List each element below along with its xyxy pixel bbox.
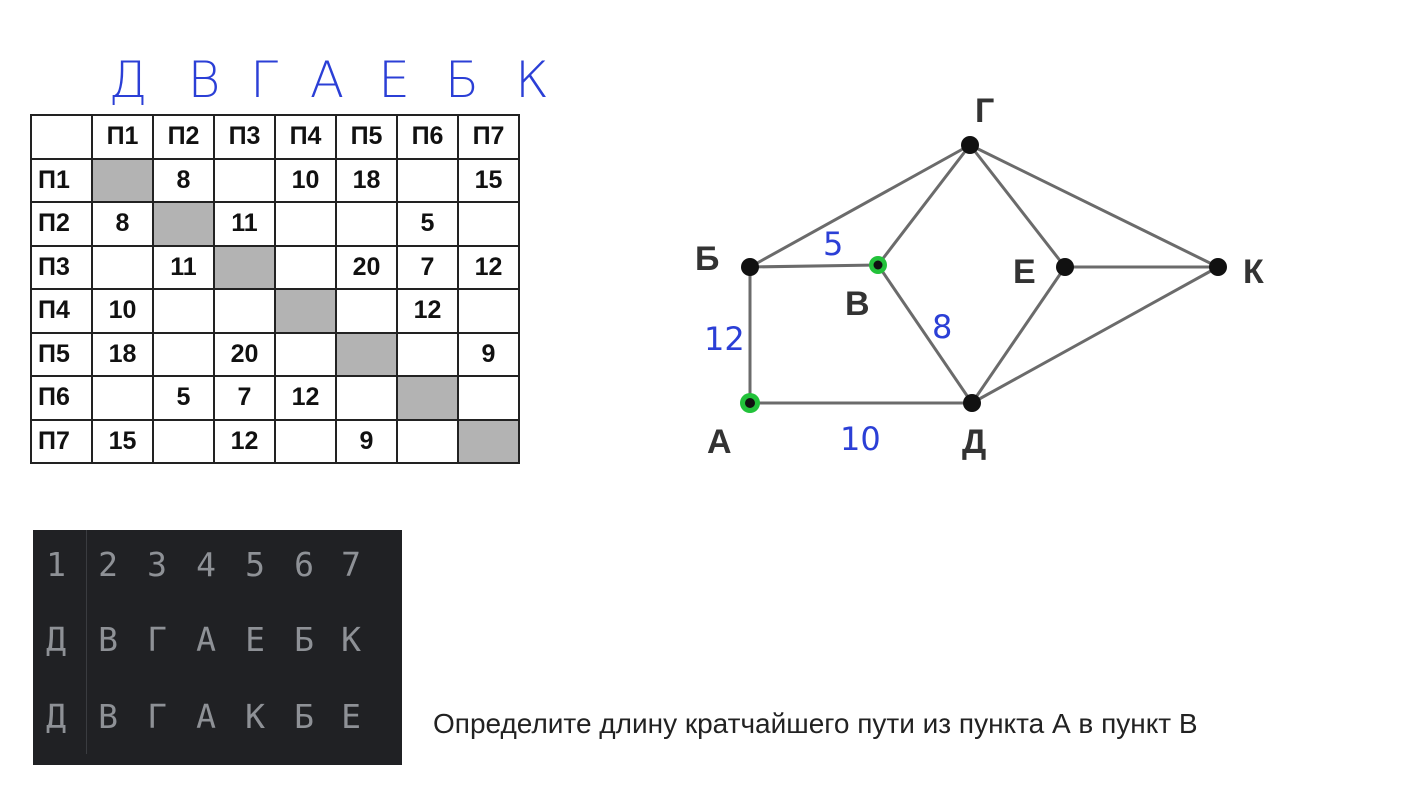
table-cell [153, 202, 214, 246]
table-cell: 8 [92, 202, 153, 246]
node-a [745, 398, 755, 408]
table-cell [397, 333, 458, 377]
table-cell: 15 [458, 159, 519, 203]
column-header: П5 [336, 115, 397, 159]
edge-v-d [878, 265, 972, 403]
distance-table [30, 114, 520, 464]
code-cell: К [245, 697, 265, 736]
code-cell: 2 [98, 545, 118, 584]
code-cell: В [98, 697, 118, 736]
table-row [31, 159, 519, 203]
weight-v-d: 8 [932, 308, 953, 346]
graph-diagram [680, 80, 1300, 480]
row-header: П4 [31, 289, 92, 333]
node-label-d: Д [962, 423, 987, 461]
table-cell [397, 376, 458, 420]
edge-b-g [750, 145, 970, 267]
column-header: П2 [153, 115, 214, 159]
table-header-row [31, 115, 519, 159]
code-cell: Е [341, 697, 361, 736]
code-cell: Б [294, 620, 314, 659]
table-cell [92, 376, 153, 420]
table-cell: 11 [214, 202, 275, 246]
table-cell [275, 333, 336, 377]
weight-b-v: 5 [823, 225, 844, 263]
table-cell: 10 [275, 159, 336, 203]
row-header: П7 [31, 420, 92, 464]
table-cell [153, 420, 214, 464]
edge-k-d [972, 267, 1218, 403]
table-cell [336, 289, 397, 333]
table-cell [214, 246, 275, 290]
table-cell [336, 333, 397, 377]
edge-v-g [878, 145, 970, 265]
table-cell [275, 202, 336, 246]
table-cell [458, 289, 519, 333]
column-header: П7 [458, 115, 519, 159]
code-cell: Е [245, 620, 265, 659]
table-cell [92, 246, 153, 290]
table-cell [336, 376, 397, 420]
code-row [33, 545, 402, 585]
table-cell: 20 [214, 333, 275, 377]
handwritten-header [0, 52, 600, 112]
handwritten-letter: Г [250, 51, 278, 109]
table-cell [336, 202, 397, 246]
table-cell [153, 289, 214, 333]
code-cell: 7 [341, 545, 361, 584]
node-v [874, 261, 883, 270]
table-cell: 8 [153, 159, 214, 203]
table-cell: 18 [92, 333, 153, 377]
column-header: П4 [275, 115, 336, 159]
table-cell [92, 159, 153, 203]
edge-g-k [970, 145, 1218, 267]
handwritten-letter: Д [108, 51, 148, 109]
code-cell: 1 [46, 545, 66, 584]
edge-b-v [750, 265, 878, 267]
table-corner-cell [31, 115, 92, 159]
table-cell: 7 [397, 246, 458, 290]
table-cell: 10 [92, 289, 153, 333]
table-cell [214, 159, 275, 203]
edge-annotations [704, 225, 952, 458]
table-cell: 5 [397, 202, 458, 246]
code-cell: 3 [147, 545, 167, 584]
code-cell: Б [294, 697, 314, 736]
question-text: Определите длину кратчайшего пути из пункта А в пункт В [433, 708, 1198, 739]
code-cell: К [341, 620, 361, 659]
table-cell: 15 [92, 420, 153, 464]
table-cell [214, 289, 275, 333]
node-label-g: Г [975, 92, 995, 130]
table-cell: 5 [153, 376, 214, 420]
row-header: П6 [31, 376, 92, 420]
node-g [961, 136, 979, 154]
table-row [31, 289, 519, 333]
table-cell [397, 420, 458, 464]
handwritten-letter: Е [378, 51, 410, 109]
table-row [31, 420, 519, 464]
code-cell: Г [147, 697, 167, 736]
code-cell: А [196, 620, 216, 659]
table-cell: 9 [458, 333, 519, 377]
code-row [33, 697, 402, 737]
node-label-k: К [1243, 253, 1264, 291]
table-cell: 12 [214, 420, 275, 464]
code-cell: Г [147, 620, 167, 659]
table-cell: 11 [153, 246, 214, 290]
table-cell: 12 [458, 246, 519, 290]
table-cell [275, 420, 336, 464]
table-row [31, 246, 519, 290]
handwritten-letter: Б [444, 51, 480, 109]
node-e [1056, 258, 1074, 276]
handwritten-letter: В [187, 51, 221, 109]
table-cell: 12 [397, 289, 458, 333]
row-header: П3 [31, 246, 92, 290]
table-cell [153, 333, 214, 377]
table-cell [458, 376, 519, 420]
node-label-e: Е [1013, 253, 1036, 291]
table-cell [275, 246, 336, 290]
table-cell: 12 [275, 376, 336, 420]
table-cell: 9 [336, 420, 397, 464]
code-cell: В [98, 620, 118, 659]
table-cell [397, 159, 458, 203]
weight-a-d: 10 [840, 420, 881, 458]
handwritten-letter: К [515, 51, 549, 109]
code-cell: 5 [245, 545, 265, 584]
table-row [31, 333, 519, 377]
weight-a-b: 12 [704, 320, 745, 358]
table-cell: 7 [214, 376, 275, 420]
table-cell: 18 [336, 159, 397, 203]
node-d [963, 394, 981, 412]
table-row [31, 376, 519, 420]
code-cell: А [196, 697, 216, 736]
code-cell: Д [46, 697, 66, 736]
column-header: П1 [92, 115, 153, 159]
table-cell [458, 202, 519, 246]
node-label-v: В [845, 285, 870, 323]
code-panel [33, 530, 402, 765]
code-cell: 4 [196, 545, 216, 584]
graph-edges [750, 145, 1218, 403]
table-cell [275, 289, 336, 333]
node-b [741, 258, 759, 276]
row-header: П5 [31, 333, 92, 377]
code-cell: Д [46, 620, 66, 659]
row-header: П1 [31, 159, 92, 203]
column-header: П6 [397, 115, 458, 159]
table-cell: 20 [336, 246, 397, 290]
node-k [1209, 258, 1227, 276]
code-cell: 6 [294, 545, 314, 584]
node-label-a: А [707, 423, 732, 461]
row-header: П2 [31, 202, 92, 246]
table-row [31, 202, 519, 246]
table-cell [458, 420, 519, 464]
edge-g-e [970, 145, 1065, 267]
handwritten-letter: А [309, 51, 345, 109]
code-row [33, 620, 402, 660]
node-label-b: Б [695, 240, 720, 278]
column-header: П3 [214, 115, 275, 159]
